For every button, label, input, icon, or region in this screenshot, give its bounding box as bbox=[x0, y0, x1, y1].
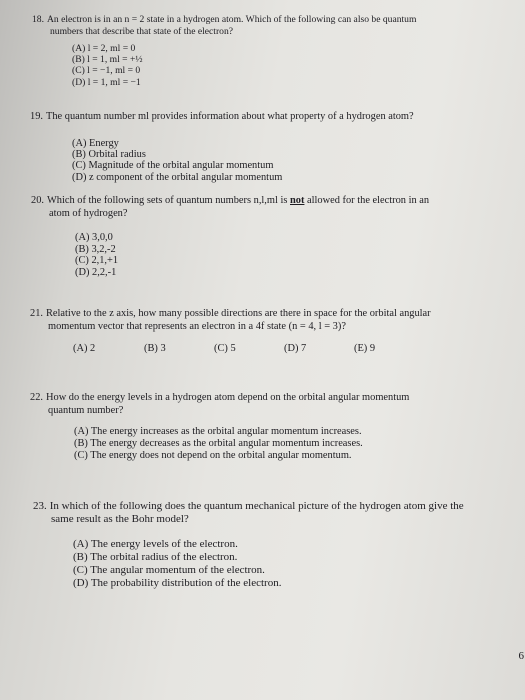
option-c: (C) 2,1,+1 bbox=[75, 255, 119, 267]
question-text-cont: quantum number? bbox=[48, 404, 124, 416]
question-text-cont: momentum vector that represents an electron in a 4f state (n = 4, l = 3)? bbox=[48, 320, 346, 332]
option-c: (C) l = −1, ml = 0 bbox=[72, 65, 141, 77]
question-text-cont: atom of hydrogen? bbox=[49, 207, 128, 219]
question-text: How do the energy levels in a hydrogen atom depend on the orbital angular momentum bbox=[46, 392, 410, 403]
question-number: 19. bbox=[30, 111, 43, 122]
option-a: (A) The energy levels of the electron. bbox=[73, 538, 238, 550]
question-23 bbox=[33, 500, 464, 590]
option-a: (A) Energy bbox=[72, 137, 119, 149]
option-list bbox=[30, 426, 409, 462]
question-stem bbox=[30, 111, 414, 124]
question-number: 20. bbox=[31, 195, 44, 206]
option-list bbox=[31, 232, 429, 278]
option-c: (C) The energy does not depend on the orbital angular momentum. bbox=[74, 450, 352, 461]
option-d: (D) The probability distribution of the electron. bbox=[73, 577, 282, 589]
option-a: (A) l = 2, ml = 0 bbox=[72, 43, 136, 54]
option-d: (D) 7 bbox=[284, 343, 307, 354]
question-number: 22. bbox=[30, 392, 43, 403]
question-text: The quantum number ml provides information about what property of a hydrogen atom? bbox=[46, 111, 414, 122]
option-d: (D) z component of the orbital angular momentum bbox=[72, 171, 283, 183]
option-b: (B) The orbital radius of the electron. bbox=[73, 551, 238, 563]
option-list bbox=[32, 43, 416, 88]
option-a: (A) The energy increases as the orbital angular momentum increases. bbox=[74, 426, 362, 437]
emphasis-not: not bbox=[290, 195, 305, 206]
question-number: 21. bbox=[30, 308, 43, 319]
option-a: (A) 2 bbox=[73, 343, 96, 354]
question-21 bbox=[30, 308, 431, 356]
question-stem bbox=[33, 500, 464, 526]
question-stem bbox=[30, 392, 409, 417]
question-number: 23. bbox=[33, 500, 47, 512]
question-text: Which of the following sets of quantum numbers n,l,ml is bbox=[47, 195, 290, 206]
question-18 bbox=[32, 14, 416, 88]
option-list bbox=[30, 138, 414, 184]
question-text-cont: numbers that describe that state of the electron? bbox=[50, 25, 234, 37]
question-20 bbox=[31, 195, 429, 278]
question-stem bbox=[30, 308, 431, 333]
question-22 bbox=[30, 392, 409, 462]
option-a: (A) 3,0,0 bbox=[75, 232, 113, 243]
question-text: An electron is in an n = 2 state in a hydrogen atom. Which of the following can also be quantum bbox=[47, 14, 417, 25]
question-text: In which of the following does the quantum mechanical picture of the hydrogen atom give the bbox=[49, 500, 464, 512]
question-text-tail: allowed for the electron in an bbox=[304, 195, 430, 206]
option-c: (C) The angular momentum of the electron. bbox=[73, 564, 265, 576]
question-stem bbox=[32, 14, 416, 37]
option-e: (E) 9 bbox=[354, 343, 376, 354]
option-b: (B) 3 bbox=[144, 343, 166, 354]
question-stem bbox=[31, 195, 429, 220]
option-list bbox=[33, 538, 464, 590]
question-number: 18. bbox=[32, 14, 44, 25]
option-c: (C) 5 bbox=[214, 343, 236, 354]
question-text: Relative to the z axis, how many possible directions are there in space for the orbital angular bbox=[46, 308, 431, 319]
question-19 bbox=[30, 111, 414, 183]
option-d: (D) 2,2,-1 bbox=[75, 266, 117, 278]
option-c: (C) Magnitude of the orbital angular momentum bbox=[72, 160, 274, 172]
option-b: (B) l = 1, ml = +½ bbox=[72, 54, 143, 66]
page-number: 6 bbox=[518, 650, 524, 662]
option-b: (B) 3,2,-2 bbox=[75, 243, 116, 255]
option-row bbox=[30, 343, 431, 356]
option-b: (B) The energy decreases as the orbital angular momentum increases. bbox=[74, 438, 363, 449]
option-d: (D) l = 1, ml = −1 bbox=[72, 76, 141, 88]
option-b: (B) Orbital radius bbox=[72, 148, 146, 160]
question-text-cont: same result as the Bohr model? bbox=[51, 513, 189, 525]
